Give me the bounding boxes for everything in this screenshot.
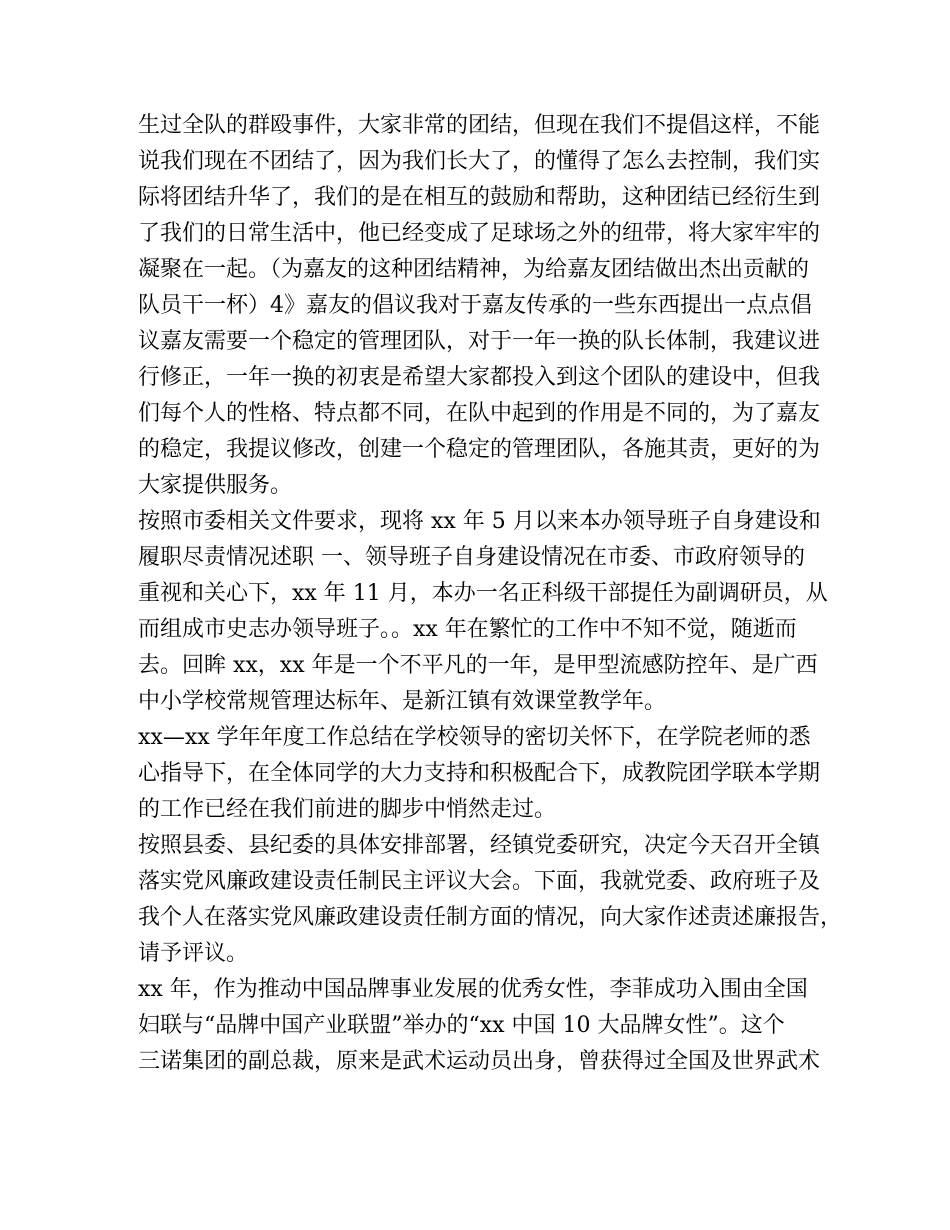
text-line: 大家提供服务。 xyxy=(138,473,293,498)
text-line: 的工作已经在我们前进的脚步中悄然走过。 xyxy=(138,797,557,822)
text-line: 的稳定，我提议修改，创建一个稳定的管理团队，各施其责，更好的为 xyxy=(138,437,821,462)
text-line: 我个人在落实党风廉政建设责任制方面的情况，向大家作述责述廉报告， xyxy=(138,905,843,930)
text-line: 队员干一杯）4》嘉友的倡议我对于嘉友传承的一些东西提出一点点倡 xyxy=(138,293,812,318)
text-line: 履职尽责情况述职 一、领导班子自身建设情况在市委、市政府领导的 xyxy=(138,545,805,570)
text-line: 按照市委相关文件要求，现将 xx 年 5 月以来本办领导班子自身建设和 xyxy=(138,509,821,534)
text-line: 际将团结升华了，我们的是在相互的鼓励和帮助，这种团结已经衍生到 xyxy=(138,185,821,210)
document-body xyxy=(138,108,843,1080)
text-line: 说我们现在不团结了，因为我们长大了，的懂得了怎么去控制，我们实 xyxy=(138,149,821,174)
text-line: 三诺集团的副总裁，原来是武术运动员出身，曾获得过全国及世界武术 xyxy=(138,1049,821,1074)
text-line: 而组成市史志办领导班子。。xx 年在繁忙的工作中不知不觉，随逝而 xyxy=(138,617,797,642)
text-line: 行修正，一年一换的初衷是希望大家都投入到这个团队的建设中，但我 xyxy=(138,365,821,390)
text-line: 生过全队的群殴事件，大家非常的团结，但现在我们不提倡这样，不能 xyxy=(138,113,821,138)
text-line: 中小学校常规管理达标年、是新江镇有效课堂教学年。 xyxy=(138,689,667,714)
text-line: 落实党风廉政建设责任制民主评议大会。下面，我就党委、政府班子及 xyxy=(138,869,821,894)
text-line: 重视和关心下，xx 年 11 月，本办一名正科级干部提任为副调研员，从 xyxy=(138,581,828,606)
text-line: 了我们的日常生活中，他已经变成了足球场之外的纽带，将大家牢牢的 xyxy=(138,221,821,246)
paragraph-3 xyxy=(138,720,828,828)
paragraph-1 xyxy=(138,108,828,504)
text-line: 请予评议。 xyxy=(138,941,249,966)
text-line: xx—xx 学年年度工作总结在学校领导的密切关怀下，在学院老师的悉 xyxy=(138,725,811,750)
paragraph-4 xyxy=(138,828,843,972)
text-line: 按照县委、县纪委的具体安排部署，经镇党委研究，决定今天召开全镇 xyxy=(138,833,821,858)
paragraph-2 xyxy=(138,504,828,720)
paragraph-5 xyxy=(138,972,828,1080)
text-line: 去。回眸 xx，xx 年是一个不平凡的一年，是甲型流感防控年、是广西 xyxy=(138,653,818,678)
text-line: 妇联与“品牌中国产业联盟”举办的“xx 中国 10 大品牌女性”。这个 xyxy=(138,1013,785,1038)
text-line: 心指导下，在全体同学的大力支持和积极配合下，成教院团学联本学期 xyxy=(138,761,821,786)
text-line: 议嘉友需要一个稳定的管理团队，对于一年一换的队长体制，我建议进 xyxy=(138,329,821,354)
text-line: 们每个人的性格、特点都不同，在队中起到的作用是不同的，为了嘉友 xyxy=(138,401,821,426)
text-line: xx 年，作为推动中国品牌事业发展的优秀女性，李菲成功入围由全国 xyxy=(138,977,808,1002)
text-line: 凝聚在一起。（为嘉友的这种团结精神，为给嘉友团结做出杰出贡献的 xyxy=(138,257,810,282)
